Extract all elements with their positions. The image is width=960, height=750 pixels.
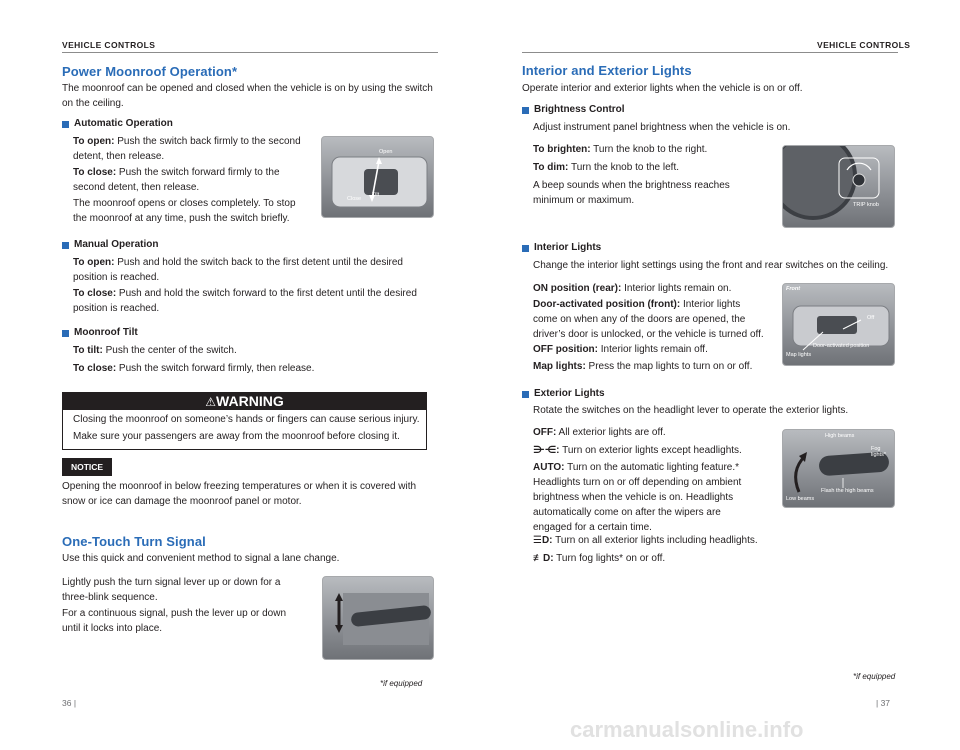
fog-light-icon: ≢D: (533, 553, 554, 564)
parking-lights-icon: ⋺⋲: (533, 445, 560, 456)
fog-lights-text: ≢D: Turn fog lights* on or off. (533, 553, 666, 564)
tilt-text: To tilt: Push the center of the switch. (73, 345, 237, 356)
auto-open-text: To open: Push the switch back firmly to the second detent, then release. (73, 136, 301, 162)
moonroof-title: Power Moonroof Operation* (62, 64, 238, 79)
front-label: Front (786, 286, 801, 292)
parking-lights-text: ⋺⋲: Turn on exterior lights except headlights. (533, 445, 742, 456)
exterior-intro: Rotate the switches on the headlight lever to operate the exterior lights. (533, 405, 849, 416)
turn-signal-intro: Use this quick and convenient method to signal a lane change. (62, 553, 340, 564)
map-lights-text: Map lights: Press the map lights to turn on or off. (533, 361, 753, 372)
moonroof-switch-illustration (322, 137, 434, 218)
auto-text: AUTO: Turn on the automatic lighting feature.* Headlights turn on or off depending on ambient brightness when the vehicle is on. Headlights automatically come on after the wipers are engaged for a certain time. (533, 462, 742, 533)
right-page-header: VEHICLE CONTROLS (817, 40, 911, 50)
beep-text: A beep sounds when the brightness reaches minimum or maximum. (533, 180, 730, 206)
interior-intro: Change the interior light settings using the front and rear switches on the ceiling. (533, 260, 889, 271)
warning-line-2: Make sure your passengers are away from the moonroof before closing it. (73, 431, 400, 442)
left-page-number: 36 | (62, 698, 77, 708)
trip-knob-label: TRIP knob (853, 202, 879, 208)
left-page-header: VEHICLE CONTROLS (62, 40, 156, 50)
warning-triangle-icon: ⚠ (205, 395, 217, 409)
right-header-rule (522, 52, 898, 53)
open-label: Open (379, 149, 393, 155)
off-label: Off (867, 315, 875, 321)
bullet-square-icon (522, 391, 529, 398)
trip-knob-photo (782, 145, 895, 228)
brightness-intro: Adjust instrument panel brightness when the vehicle is on. (533, 122, 791, 133)
interior-off-text: OFF position: Interior lights remain off. (533, 344, 708, 355)
dim-text: To dim: Turn the knob to the left. (533, 162, 679, 173)
interior-lights-photo (782, 283, 895, 366)
turn-signal-title: One-Touch Turn Signal (62, 534, 206, 549)
manual-operation-heading: Manual Operation (62, 238, 158, 252)
turn-signal-p2: For a continuous signal, push the lever up or down until it locks into place. (62, 608, 287, 634)
manual-open-text: To open: Push and hold the switch back to the first detent until the desired position is reached. (73, 257, 403, 283)
notice-text: Opening the moonroof in below freezing temperatures or when it is covered with snow or ice can damage the moonroof panel or motor. (62, 481, 417, 507)
turn-signal-p1: Lightly push the turn signal lever up or down for a three-blink sequence. (62, 577, 281, 603)
flash-high-beams-label: Flash the high beams (821, 488, 874, 494)
door-activated-label: Door-activated position (813, 343, 870, 349)
watermark-text: carmanualsonline.info (570, 717, 804, 742)
brighten-text: To brighten: Turn the knob to the right. (533, 144, 708, 155)
automatic-operation-heading: Automatic Operation (62, 117, 173, 131)
right-page (480, 0, 960, 750)
left-footnote: *if equipped (380, 679, 423, 688)
auto-close-text: To close: Push the switch forward firmly to the second detent, then release. (73, 167, 280, 193)
tilt-label: Tilt (372, 192, 380, 198)
brightness-heading: Brightness Control (522, 103, 625, 117)
instrument-panel-illustration (783, 146, 895, 228)
warning-title: WARNING (216, 393, 284, 409)
right-page-number: | 37 (876, 698, 891, 708)
tilt-close-text: To close: Push the switch forward firmly, then release. (73, 363, 315, 374)
bullet-square-icon (62, 242, 69, 249)
bullet-square-icon (522, 107, 529, 114)
moonroof-tilt-heading: Moonroof Tilt (62, 326, 138, 340)
left-header-rule (62, 52, 438, 53)
turn-signal-photo (322, 576, 434, 660)
notice-badge: NOTICE (62, 458, 112, 476)
headlights-text: ☰D: Turn on all exterior lights including headlights. (533, 535, 758, 546)
moonroof-intro: The moonroof can be opened and closed when the vehicle is on by using the switch on the ceiling. (62, 83, 433, 109)
moonroof-switch-photo (321, 136, 434, 218)
headlight-lever-photo (782, 429, 895, 508)
exterior-off-text: OFF: All exterior lights are off. (533, 427, 666, 438)
fog-lights-label: Fog lights* (871, 446, 886, 458)
warning-bar (62, 392, 427, 410)
lights-intro: Operate interior and exterior lights when the vehicle is on or off. (522, 83, 803, 94)
right-footnote: *if equipped (853, 672, 896, 681)
warning-line-1: Closing the moonroof on someone’s hands or fingers can cause serious injury. (73, 414, 420, 425)
turn-signal-lever-illustration (323, 577, 434, 660)
manual-close-text: To close: Push and hold the switch forward to the first detent until the desired position is reached. (73, 288, 417, 314)
interior-door-text: Door-activated position (front): Interior lights come on when any of the doors are opened, the driver’s door is unlocked, or the vehicle is turned off. (533, 299, 764, 340)
high-beams-label: High beams (825, 433, 855, 439)
map-lights-label: Map lights (786, 352, 812, 358)
exterior-lights-heading: Exterior Lights (522, 387, 605, 401)
bullet-square-icon (62, 330, 69, 337)
bullet-square-icon (522, 245, 529, 252)
interior-on-text: ON position (rear): Interior lights remain on. (533, 283, 732, 294)
lights-title: Interior and Exterior Lights (522, 63, 692, 78)
auto-note-text: The moonroof opens or closes completely. To stop the moonroof at any time, push the switch briefly. (73, 198, 296, 224)
interior-lights-heading: Interior Lights (522, 241, 601, 255)
close-label: Close (347, 196, 362, 202)
bullet-square-icon (62, 121, 69, 128)
low-beams-label: Low beams (786, 496, 815, 502)
headlight-icon: ☰D: (533, 535, 553, 546)
